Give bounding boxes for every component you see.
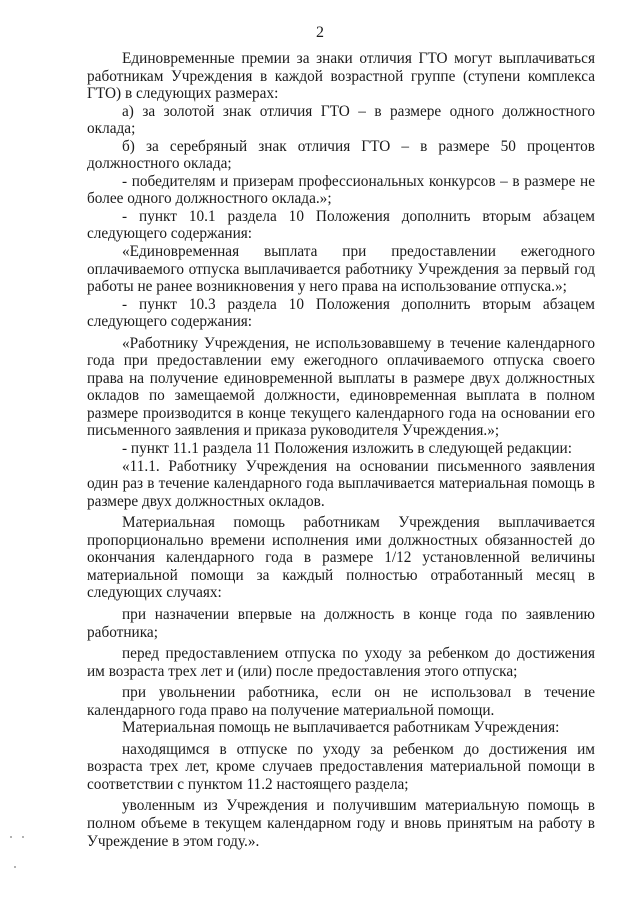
paragraph-case-dismissal: при увольнении работника, если он не использовал в течение календарного года право на получение материальной помощи. bbox=[87, 684, 595, 719]
paragraph-case-appointment: при назначении впервые на должность в конце года по заявлению работника; bbox=[87, 605, 595, 641]
paragraph-gold-badge: а) за золотой знак отличия ГТО – в размере одного должностного оклада; bbox=[87, 102, 595, 138]
paragraph-quote-11-1: «11.1. Работнику Учреждения на основании письменного заявления один раз в течение календарного года выплачивается материальная помощь в размере двух должностных окладов. bbox=[87, 457, 595, 510]
scan-speck bbox=[14, 866, 16, 868]
paragraph-quote-10-3: «Работнику Учреждения, не использовавшему в течение календарного года при предоставлении ему ежегодного оплачиваемого отпуска своего права на получение единовременной выплаты в размере двух должностных окладов по замещаемой должности, единовременная выплата в полном размере производится в конце текущего календарного года на основании его письменного заявления и приказа руководителя Учреждения.»; bbox=[87, 334, 595, 440]
paragraph-not-paid: Материальная помощь не выплачивается работникам Учреждения: bbox=[122, 719, 560, 737]
scan-speck bbox=[10, 836, 12, 838]
document-body bbox=[87, 50, 595, 850]
paragraph-item-10-1: - пункт 10.1 раздела 10 Положения дополнить вторым абзацем следующего содержания: bbox=[87, 207, 595, 243]
paragraph-case-child-leave: перед предоставлением отпуска по уходу за ребенком до достижения им возраста трех лет и (или) после предоставления этого отпуска; bbox=[87, 645, 595, 680]
paragraph-quote-10-1: «Единовременная выплата при предоставлении ежегодного оплачиваемого отпуска выплачивается работнику Учреждения за первый год работы не ранее возникновения у него права на использование отпуска.»; bbox=[87, 243, 595, 296]
paragraph-gto-bonuses: Единовременные премии за знаки отличия ГТО могут выплачиваться работникам Учреждения в каждой возрастной группе (ступени комплекса ГТО) в следующих размерах: bbox=[87, 50, 595, 103]
paragraph-item-11-1: - пункт 11.1 раздела 11 Положения изложить в следующей редакции: bbox=[122, 440, 572, 458]
paragraph-contest-winners: - победителям и призерам профессиональных конкурсов – в размере не более одного должностного оклада.»; bbox=[87, 172, 595, 208]
paragraph-item-10-3: - пункт 10.3 раздела 10 Положения дополнить вторым абзацем следующего содержания: bbox=[87, 295, 595, 331]
scan-speck bbox=[22, 836, 24, 838]
paragraph-exception-child-leave: находящимся в отпуске по уходу за ребенком до достижения им возраста трех лет, кроме случаев предоставления материальной помощи в соответствии с пунктом 11.2 настоящего раздела; bbox=[87, 740, 595, 793]
page-number: 2 bbox=[316, 24, 324, 41]
paragraph-exception-dismissed: уволенным из Учреждения и получившим материальную помощь в полном объеме в текущем календарном году и вновь принятым на работу в Учреждение в этом году.». bbox=[87, 797, 595, 850]
paragraph-silver-badge: б) за серебряный знак отличия ГТО – в размере 50 процентов должностного оклада; bbox=[87, 137, 595, 173]
paragraph-proportional-aid: Материальная помощь работникам Учреждения выплачивается пропорционально времени исполнения ими должностных обязанностей до окончания календарного года в размере 1/12 установленной величины материальной помощи за каждый полностью отработанный месяц в следующих случаях: bbox=[87, 514, 595, 602]
